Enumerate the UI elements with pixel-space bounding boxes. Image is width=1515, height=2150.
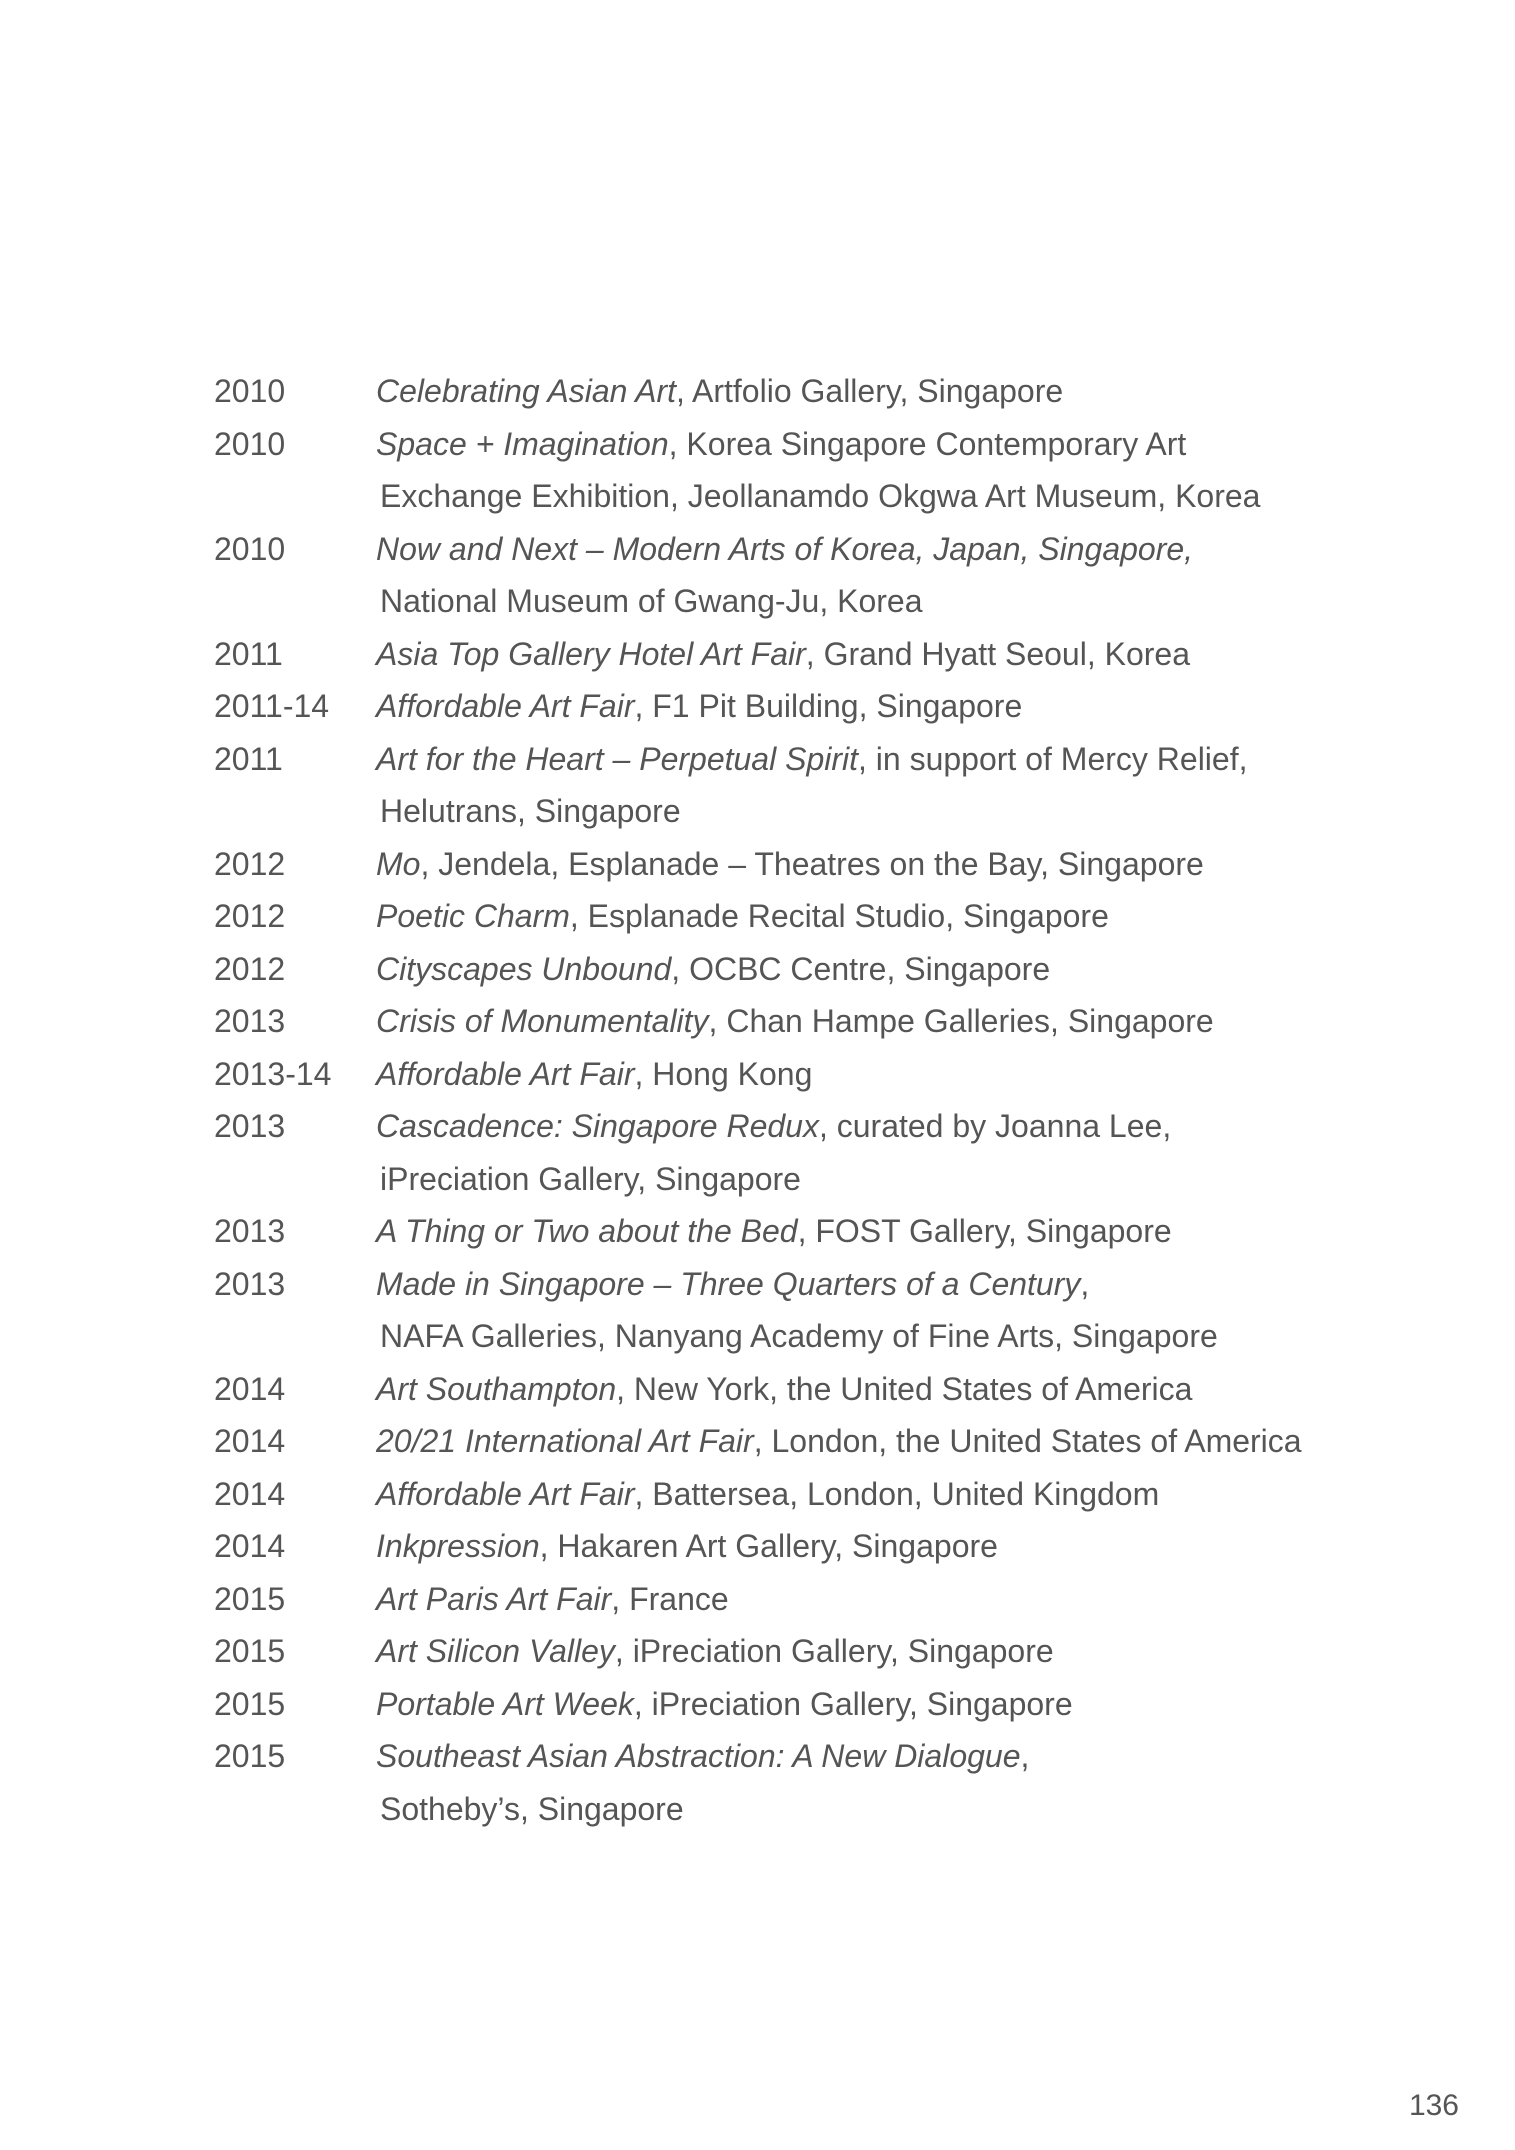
exhibition-year: 2010 — [214, 530, 286, 567]
exhibition-venue: , Jendela, Esplanade – Theatres on the Bay, Singapore — [420, 845, 1204, 882]
exhibition-title: 20/21 International Art Fair — [376, 1423, 754, 1459]
exhibition-title: Asia Top Gallery Hotel Art Fair — [376, 635, 806, 672]
exhibition-entry — [214, 1573, 1414, 1626]
exhibition-line — [376, 995, 1414, 1048]
exhibition-entry — [214, 733, 1414, 838]
exhibition-description — [376, 1205, 1414, 1258]
exhibition-venue: , FOST Gallery, Singapore — [797, 1213, 1172, 1249]
exhibition-venue: , — [1080, 1265, 1090, 1302]
exhibition-year: 2014 — [214, 1370, 286, 1407]
exhibition-entry — [214, 1415, 1414, 1468]
exhibition-line — [376, 1573, 1414, 1626]
exhibition-venue: , Chan Hampe Galleries, Singapore — [708, 1003, 1214, 1039]
exhibition-line — [376, 680, 1414, 733]
exhibition-year: 2013 — [214, 1265, 286, 1302]
exhibition-line — [376, 523, 1414, 576]
exhibition-description — [376, 1048, 1414, 1101]
exhibition-entry — [214, 1363, 1414, 1416]
page-number: 136 — [1408, 2089, 1459, 2122]
exhibition-title: Portable Art Week — [376, 1685, 634, 1722]
exhibition-venue: , Hong Kong — [634, 1055, 813, 1092]
exhibition-venue: , OCBC Centre, Singapore — [671, 950, 1051, 987]
exhibition-year: 2015 — [214, 1633, 286, 1669]
exhibition-entry — [214, 418, 1414, 523]
exhibition-year: 2015 — [214, 1685, 286, 1722]
exhibition-entry — [214, 1625, 1414, 1678]
exhibition-venue: Sotheby’s, Singapore — [380, 1790, 684, 1827]
exhibition-title: Affordable Art Fair — [376, 688, 635, 724]
exhibition-year: 2013 — [214, 1003, 286, 1039]
exhibition-year: 2015 — [214, 1580, 286, 1617]
exhibition-line — [376, 785, 1414, 838]
exhibition-description — [376, 523, 1414, 628]
exhibition-title: Art for the Heart – Perpetual Spirit — [376, 740, 858, 777]
exhibition-entry — [214, 365, 1414, 418]
exhibition-entry — [214, 628, 1414, 681]
exhibition-venue: , iPreciation Gallery, Singapore — [614, 1633, 1054, 1669]
exhibition-year: 2011-14 — [214, 688, 330, 724]
exhibition-line — [376, 1153, 1414, 1206]
exhibition-entry — [214, 680, 1414, 733]
exhibition-venue: , Grand Hyatt Seoul, Korea — [805, 635, 1190, 672]
exhibition-description — [376, 365, 1414, 418]
exhibition-description — [376, 1678, 1414, 1731]
exhibition-title: Art Silicon Valley — [376, 1633, 615, 1669]
exhibition-title: Space + Imagination — [376, 425, 669, 462]
exhibition-description — [376, 733, 1414, 838]
exhibition-year: 2014 — [214, 1423, 286, 1459]
exhibition-line — [376, 575, 1414, 628]
exhibition-title: Art Paris Art Fair — [376, 1580, 612, 1617]
exhibition-description — [376, 1258, 1414, 1363]
exhibition-venue: iPreciation Gallery, Singapore — [380, 1160, 801, 1197]
exhibition-line — [376, 1625, 1414, 1678]
exhibition-line — [376, 1415, 1414, 1468]
exhibition-venue: , Battersea, London, United Kingdom — [634, 1475, 1160, 1512]
exhibition-title: Affordable Art Fair — [376, 1055, 635, 1092]
exhibition-title: Southeast Asian Abstraction: A New Dialogue — [376, 1738, 1021, 1774]
exhibition-venue: Helutrans, Singapore — [380, 793, 681, 829]
exhibition-title: Art Southampton — [376, 1370, 617, 1407]
exhibition-venue: , Artfolio Gallery, Singapore — [676, 373, 1064, 409]
exhibition-line — [376, 1520, 1414, 1573]
exhibition-title: Affordable Art Fair — [376, 1475, 635, 1512]
exhibition-entry — [214, 1205, 1414, 1258]
exhibition-year: 2013-14 — [214, 1055, 332, 1092]
exhibition-line — [376, 1468, 1414, 1521]
exhibition-description — [376, 1468, 1414, 1521]
exhibition-line — [376, 1100, 1414, 1153]
exhibition-title: Made in Singapore – Three Quarters of a Century — [376, 1265, 1081, 1302]
exhibition-description — [376, 1625, 1414, 1678]
exhibition-year: 2014 — [214, 1528, 286, 1564]
exhibition-venue: Exchange Exhibition, Jeollanamdo Okgwa Art Museum, Korea — [380, 478, 1261, 514]
exhibition-year: 2012 — [214, 950, 286, 987]
exhibition-venue: , London, the United States of America — [753, 1423, 1302, 1459]
exhibition-year: 2014 — [214, 1475, 286, 1512]
exhibition-year: 2010 — [214, 373, 286, 409]
exhibition-year: 2013 — [214, 1108, 286, 1144]
exhibition-entry — [214, 1678, 1414, 1731]
exhibition-title: Crisis of Monumentality — [376, 1003, 709, 1039]
exhibition-venue: National Museum of Gwang-Ju, Korea — [380, 583, 923, 619]
exhibition-year: 2013 — [214, 1213, 286, 1249]
exhibition-year: 2012 — [214, 898, 286, 934]
exhibition-venue: , curated by Joanna Lee, — [818, 1108, 1172, 1144]
exhibition-description — [376, 943, 1414, 996]
exhibition-venue: , — [1020, 1738, 1030, 1774]
exhibition-line — [376, 418, 1414, 471]
exhibition-line — [376, 1678, 1414, 1731]
exhibition-description — [376, 890, 1414, 943]
exhibition-description — [376, 418, 1414, 523]
exhibition-year: 2011 — [214, 740, 283, 777]
exhibition-entry — [214, 943, 1414, 996]
exhibition-year: 2011 — [214, 635, 283, 672]
exhibition-title: Poetic Charm — [376, 898, 570, 934]
exhibition-line — [376, 838, 1414, 891]
exhibition-venue: , France — [611, 1580, 729, 1617]
exhibition-venue: , Hakaren Art Gallery, Singapore — [539, 1528, 998, 1564]
exhibition-description — [376, 1363, 1414, 1416]
exhibition-description — [376, 1100, 1414, 1205]
exhibition-line — [376, 1048, 1414, 1101]
exhibition-description — [376, 995, 1414, 1048]
exhibition-line — [376, 365, 1414, 418]
exhibition-entry — [214, 1520, 1414, 1573]
exhibition-title: Inkpression — [376, 1528, 540, 1564]
exhibition-year: 2010 — [214, 425, 286, 462]
exhibition-description — [376, 1573, 1414, 1626]
exhibition-list — [214, 365, 1414, 1835]
exhibition-entry — [214, 1468, 1414, 1521]
exhibition-line — [376, 890, 1414, 943]
exhibition-description — [376, 838, 1414, 891]
exhibition-title: Cityscapes Unbound — [376, 950, 672, 987]
exhibition-entry — [214, 838, 1414, 891]
exhibition-venue: , iPreciation Gallery, Singapore — [633, 1685, 1073, 1722]
exhibition-venue: , Korea Singapore Contemporary Art — [668, 425, 1187, 462]
exhibition-title: A Thing or Two about the Bed — [376, 1213, 798, 1249]
exhibition-title: Celebrating Asian Art — [376, 373, 676, 409]
exhibition-venue: NAFA Galleries, Nanyang Academy of Fine Arts, Singapore — [380, 1318, 1218, 1354]
exhibition-title: Now and Next – Modern Arts of Korea, Japan, Singapore, — [376, 530, 1194, 567]
exhibition-description — [376, 628, 1414, 681]
exhibition-entry — [214, 1048, 1414, 1101]
exhibition-line — [376, 1205, 1414, 1258]
exhibition-line — [376, 733, 1414, 786]
exhibition-entry — [214, 1258, 1414, 1363]
exhibition-line — [376, 470, 1414, 523]
exhibition-year: 2015 — [214, 1738, 286, 1774]
exhibition-entry — [214, 995, 1414, 1048]
exhibition-entry — [214, 523, 1414, 628]
exhibition-entry — [214, 1730, 1414, 1835]
exhibition-line — [376, 943, 1414, 996]
exhibition-title: Mo — [376, 845, 421, 882]
exhibition-line — [376, 628, 1414, 681]
exhibition-line — [376, 1783, 1414, 1836]
exhibition-description — [376, 680, 1414, 733]
exhibition-line — [376, 1258, 1414, 1311]
exhibition-description — [376, 1520, 1414, 1573]
exhibition-venue: , F1 Pit Building, Singapore — [634, 688, 1023, 724]
exhibition-year: 2012 — [214, 845, 286, 882]
exhibition-venue: , in support of Mercy Relief, — [858, 740, 1248, 777]
exhibition-venue: , New York, the United States of America — [616, 1370, 1193, 1407]
exhibition-line — [376, 1310, 1414, 1363]
exhibition-line — [376, 1363, 1414, 1416]
exhibition-entry — [214, 1100, 1414, 1205]
exhibition-title: Cascadence: Singapore Redux — [376, 1108, 819, 1144]
exhibition-entry — [214, 890, 1414, 943]
exhibition-line — [376, 1730, 1414, 1783]
exhibition-description — [376, 1415, 1414, 1468]
exhibition-venue: , Esplanade Recital Studio, Singapore — [569, 898, 1109, 934]
exhibition-description — [376, 1730, 1414, 1835]
